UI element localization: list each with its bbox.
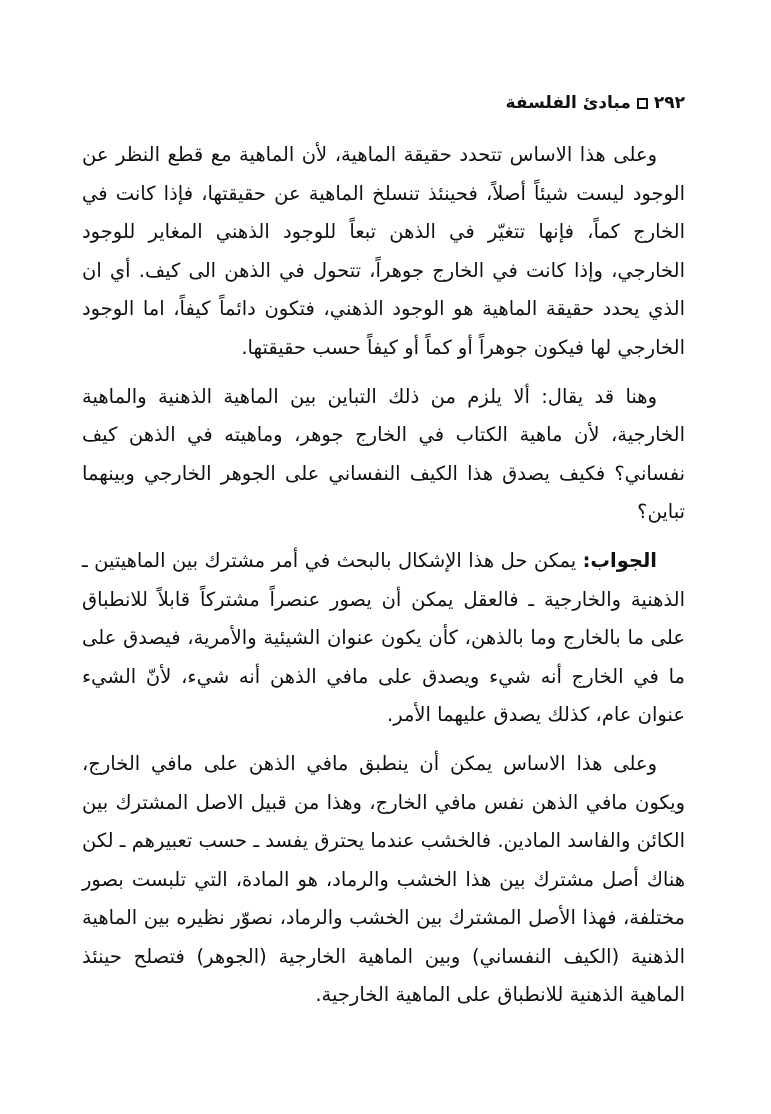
running-header (85, 88, 685, 118)
book-title: مبادئ الفلسفة (505, 93, 631, 113)
paragraph-4 (82, 745, 685, 1015)
paragraph-3 (82, 542, 685, 735)
paragraph-3-text: يمكن حل هذا الإشكال بالبحث في أمر مشترك بين الماهيتين ـ الذهنية والخارجية ـ فالعقل يمكن أن يصور عنصراً مشتركاً قابلاً للانطباق على ما بالخارج وما بالذهن، كأن يكون عنوان الشيئية والأمرية، فيصدق على ما في الخارج أنه شيء ويصدق على مافي الذهن أنه شيء، لأنّ الشيء عنوان عام، كذلك يصدق عليهما الأمر. (82, 548, 685, 727)
body-text (82, 136, 685, 1015)
paragraph-1-text: وعلى هذا الاساس تتحدد حقيقة الماهية، لأن الماهية مع قطع النظر عن الوجود ليست شيئاً أصلاً، فحينئذ تنسلخ الماهية عن حقيقتها، فإذا كانت في الخارج كماً، فإنها تتغيّر في الذهن تبعاً للوجود الذهني المغاير للوجود الخارجي، وإذا كانت في الخارج جوهراً، تتحول في الذهن الى كيف. أي ان الذي يحدد حقيقة الماهية هو الوجود الذهني، فتكون دائماً كيفاً، اما الوجود الخارجي لها فيكون جوهراً أو كماً أو كيفاً حسب حقيقتها. (82, 143, 685, 359)
page-number: ٢٩٢ (653, 93, 685, 113)
paragraph-2 (82, 378, 685, 532)
separator-square-icon (637, 98, 648, 109)
paragraph-2-text: وهنا قد يقال: ألا يلزم من ذلك التباين بين الماهية الذهنية والماهية الخارجية، لأن ماهية الكتاب في الخارج جوهر، وماهيته في الذهن كيف نفساني؟ فكيف يصدق هذا الكيف النفساني على الجوهر الخارجي وبينهما تباين؟ (82, 384, 685, 524)
paragraph-4-text: وعلى هذا الاساس يمكن أن ينطبق مافي الذهن على مافي الخارج، ويكون مافي الذهن نفس مافي الخارج، وهذا من قبيل الاصل المشترك بين الكائن والفاسد المادين. فالخشب عندما يحترق يفسد ـ حسب تعبيرهم ـ لكن هناك أصل مشترك بين هذا الخشب والرماد، هو المادة، التي تلبست بصور مختلفة، فهذا الأصل المشترك بين الخشب والرماد، نصوّر نظيره بين الماهية الذهنية (الكيف النفساني) وبين الماهية الخارجية (الجوهر) فتصلح حينئذ الماهية الذهنية للانطباق على الماهية الخارجية. (82, 751, 685, 1007)
paragraph-1 (82, 136, 685, 368)
answer-lead: الجواب: (582, 548, 657, 572)
